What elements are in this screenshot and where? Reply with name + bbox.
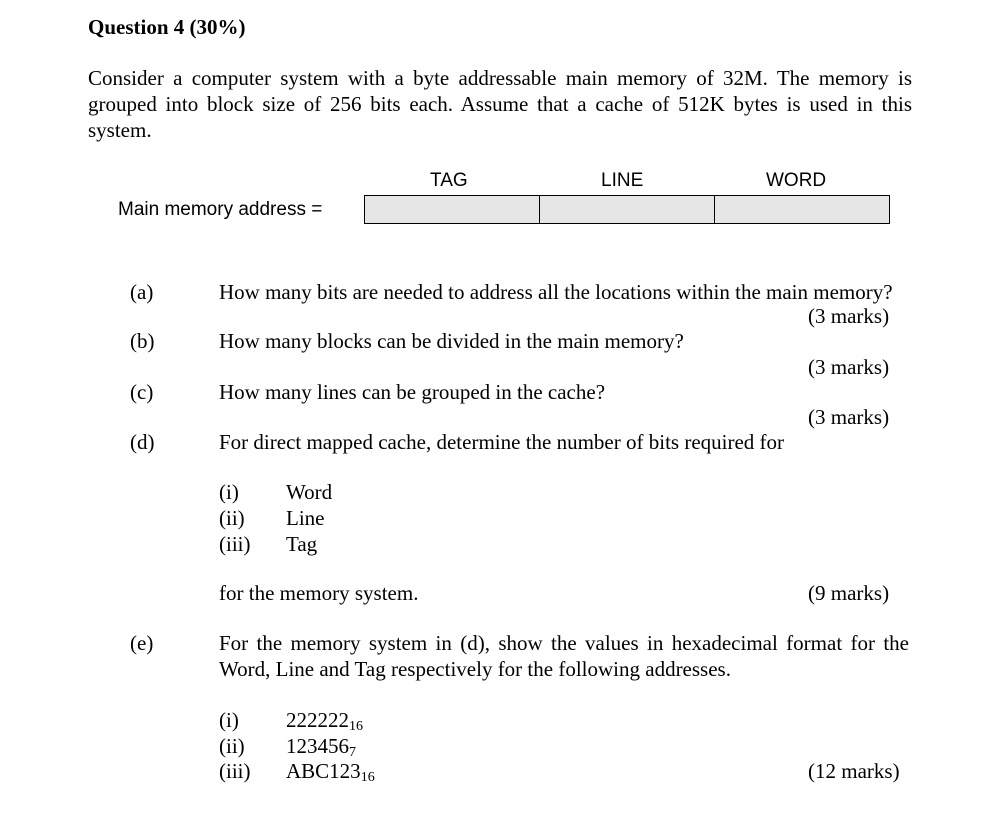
field-label-tag: TAG [430, 170, 468, 191]
part-c-letter: (c) [130, 380, 154, 404]
part-e-text: For the memory system in (d), show the values in hexadecimal format for the Word, Line and Tag respectively for the following addresses. [219, 631, 909, 681]
part-e-item-num: (iii) [219, 759, 251, 783]
field-label-line: LINE [601, 170, 644, 191]
part-e-marks: (12 marks) [808, 759, 900, 783]
part-d-letter: (d) [130, 430, 155, 454]
address-value: ABC123 [286, 759, 361, 783]
part-e-letter: (e) [130, 631, 154, 655]
part-e-item-num: (ii) [219, 734, 245, 758]
part-d-item-label: Tag [286, 532, 318, 556]
part-e-item-num: (i) [219, 708, 239, 732]
part-a-marks: (3 marks) [808, 304, 890, 328]
part-c-text: How many lines can be grouped in the cache? [219, 380, 606, 404]
part-d-item-num: (i) [219, 480, 239, 504]
address-base: 7 [349, 745, 356, 760]
tag-field-box [364, 195, 540, 224]
question-heading: Question 4 (30%) [88, 15, 246, 39]
part-b-text: How many blocks can be divided in the main memory? [219, 329, 684, 353]
part-d-marks: (9 marks) [808, 581, 890, 605]
part-d-text: For direct mapped cache, determine the number of bits required for [219, 430, 785, 454]
address-base: 16 [360, 770, 375, 785]
part-a-text: How many bits are needed to address all the locations within the main memory? [219, 280, 893, 304]
part-d-item-num: (ii) [219, 506, 245, 530]
main-memory-address-label: Main memory address = [118, 199, 323, 220]
address-value: 222222 [286, 708, 349, 732]
line-field-box [539, 195, 715, 224]
field-label-word: WORD [766, 170, 827, 191]
part-c-marks: (3 marks) [808, 405, 890, 429]
address-base: 16 [349, 719, 363, 734]
part-e-address [286, 758, 375, 791]
intro-paragraph: Consider a computer system with a byte addressable main memory of 32M. The memory is grouped into block size of 256 bits each. Assume that a cache of 512K bytes is used in this system. [88, 66, 912, 142]
word-field-box [714, 195, 890, 224]
part-b-letter: (b) [130, 329, 155, 353]
part-d-closing: for the memory system. [219, 581, 419, 605]
part-d-item-label: Line [286, 506, 325, 530]
part-a-letter: (a) [130, 280, 154, 304]
address-value: 123456 [286, 734, 349, 758]
part-d-item-num: (iii) [219, 532, 251, 556]
part-b-marks: (3 marks) [808, 355, 890, 379]
part-d-item-label: Word [286, 480, 333, 504]
